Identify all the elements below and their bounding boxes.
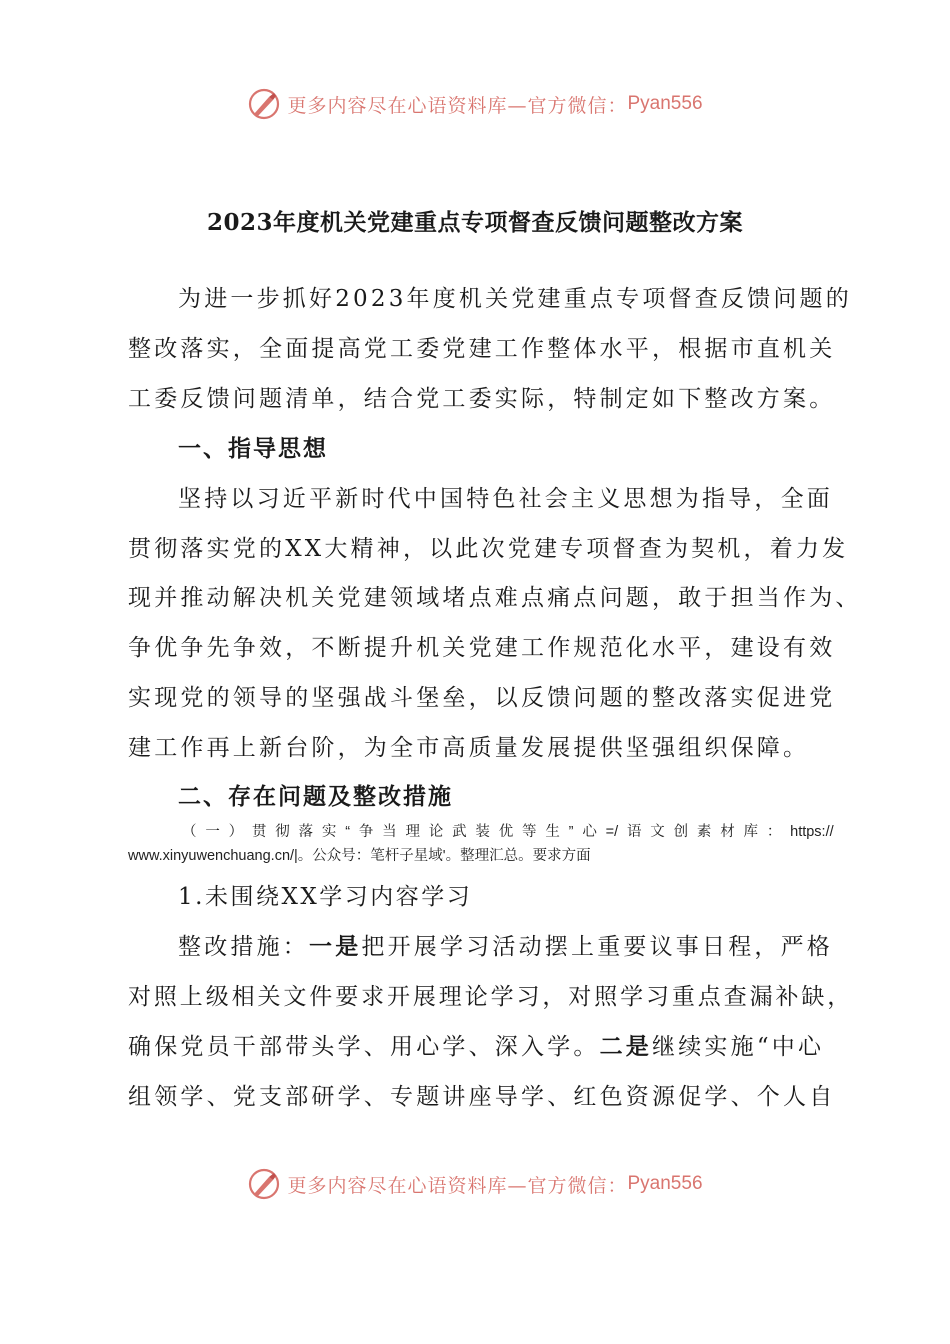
measures-line: 组领学、党支部研学、专题讲座导学、红色资源促学、个人自 [128, 1084, 836, 1110]
banner-text: 更多内容尽在心语资料库—官方微信： [287, 94, 628, 117]
header-watermark-banner [0, 84, 950, 124]
section-heading-guiding-ideology: 一、指导思想 [178, 435, 328, 462]
intro-line: 工委反馈问题清单，结合党工委实际，特制定如下整改方案。 [128, 386, 836, 412]
footer-watermark-banner [0, 1164, 950, 1204]
intro-line: 整改落实，全面提高党工委党建工作整体水平，根据市直机关 [128, 336, 836, 362]
pen-logo-icon [247, 87, 281, 121]
intro-line: 为进一步抓好2023年度机关党建重点专项督查反馈问题的 [178, 286, 852, 312]
document-title: 2023年度机关党建重点专项督查反馈问题整改方案 [206, 209, 743, 236]
body-line: 建工作再上新台阶，为全市高质量发展提供坚强组织保障。 [128, 735, 810, 761]
measures-line: 整改措施：一是把开展学习活动摆上重要议事日程，严格 [178, 933, 834, 960]
banner-text: 更多内容尽在心语资料库—官方微信： [287, 1174, 628, 1197]
measures-line: 确保党员干部带头学、用心学、深入学。二是继续实施“中心 [128, 1033, 825, 1060]
body-line: 坚持以习近平新时代中国特色社会主义思想为指导，全面 [178, 486, 833, 512]
banner-handle: Pyan556 [627, 1173, 703, 1194]
body-line: 争优争先争效，不断提升机关党建工作规范化水平，建设有效 [128, 635, 836, 661]
banner-handle: Pyan556 [627, 93, 703, 114]
subsection-line: （ 一 ） 贯 彻 落 实 “ 争 当 理 论 武 装 优 等 生 ” 心 =/ 语 文 创 素 材 库 ： https:// [182, 824, 834, 840]
section-heading-problems: 二、存在问题及整改措施 [178, 783, 453, 810]
body-line: 实现党的领导的坚强战斗堡垒，以反馈问题的整改落实促进党 [128, 685, 836, 711]
measures-line: 对照上级相关文件要求开展理论学习，对照学习重点查漏补缺， [128, 984, 854, 1010]
pen-logo-icon [247, 1167, 281, 1201]
subsection-line-2: www.xinyuwenchuang.cn/|。公众号：笔杆子星域'。整理汇总。要求方面 [128, 848, 591, 864]
body-line: 现并推动解决机关党建领域堵点难点痛点问题，敢于担当作为、 [128, 585, 862, 611]
problem-item: 1.未围绕XX学习内容学习 [178, 884, 473, 910]
body-line: 贯彻落实党的XX大精神，以此次党建专项督查为契机，着力发 [128, 536, 849, 562]
